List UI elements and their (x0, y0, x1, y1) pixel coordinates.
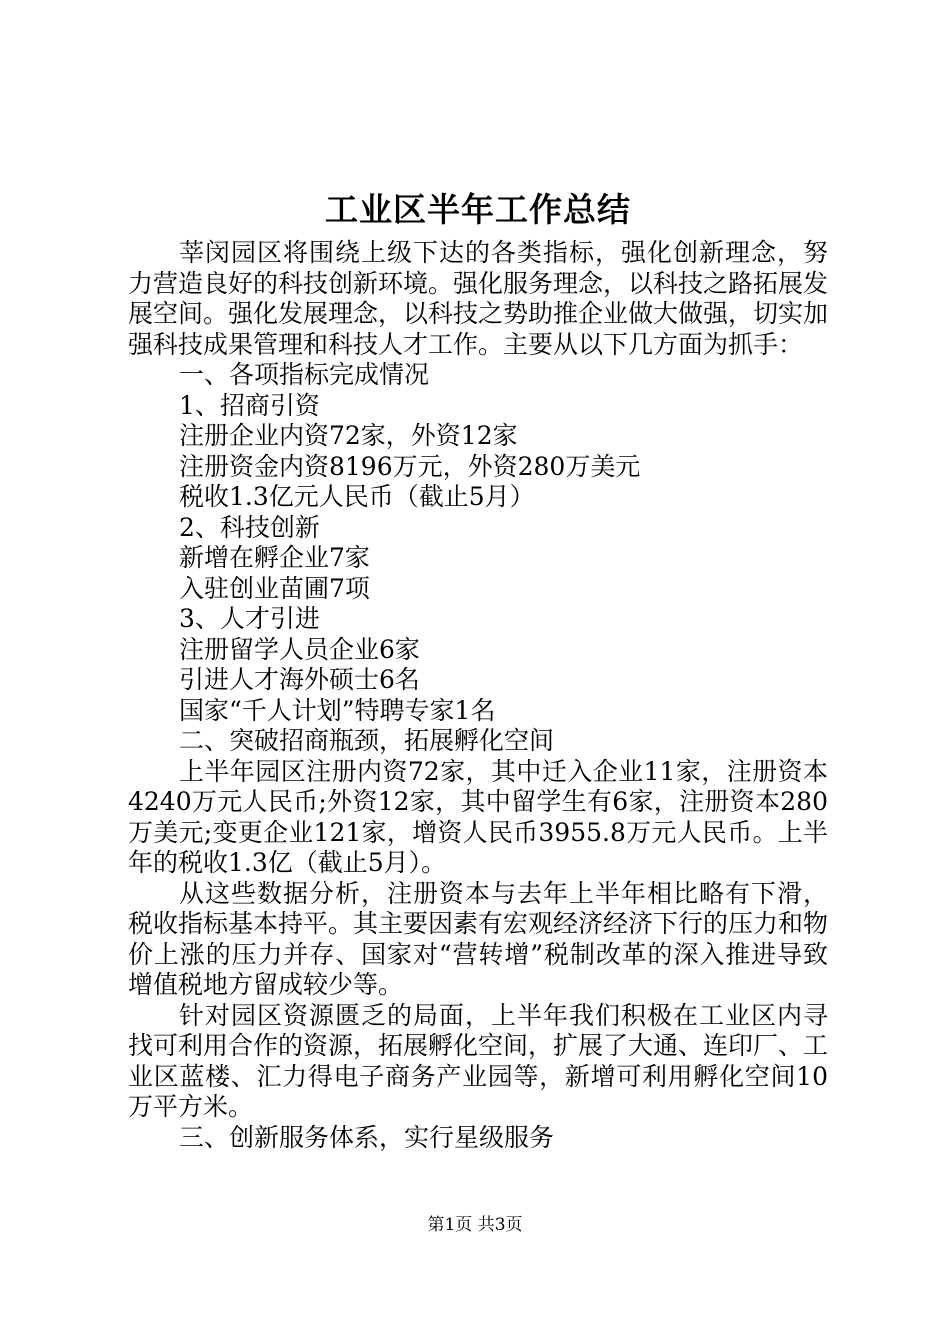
document-body (128, 182, 828, 1153)
body-paragraph: 上半年园区注册内资72家，其中迁入企业11家，注册资本4240万元人民币;外资12家，其中留学生有6家，注册资本280万美元;变更企业121家，增资人民币3955.8万元人民币。上半年的税收1.3亿（截止5月）。 (128, 756, 828, 877)
section-heading-3: 三、创新服务体系，实行星级服务 (179, 1122, 555, 1152)
body-paragraph: 针对园区资源匮乏的局面，上半年我们积极在工业区内寻找可利用合作的资源，拓展孵化空间，扩展了大通、连印厂、工业区蓝楼、汇力得电子商务产业园等，新增可利用孵化空间10万平方米。 (128, 1000, 829, 1121)
page-footer: 第1页 共3页 (427, 1215, 523, 1235)
list-item: 注册留学人员企业6家 (179, 634, 420, 664)
list-item: 入驻创业苗圃7项 (179, 573, 370, 603)
body-paragraph: 从这些数据分析，注册资本与去年上半年相比略有下滑，税收指标基本持平。其主要因素有宏观经济经济下行的压力和物价上涨的压力并存、国家对“营转增”税制改革的深入推进导致增值税地方留成较少等。 (128, 878, 829, 999)
intro-paragraph: 莘闵园区将围绕上级下达的各类指标，强化创新理念，努力营造良好的科技创新环境。强化服务理念，以科技之路拓展发展空间。强化发展理念，以科技之势助推企业做大做强，切实加强科技成果管理和科技人才工作。主要从以下几方面为抓手： (128, 238, 829, 359)
list-item: 新增在孵企业7家 (179, 543, 370, 572)
subsection-heading-investment: 1、招商引资 (179, 390, 320, 420)
list-item: 注册企业内资72家，外资12家 (179, 421, 518, 450)
list-item: 引进人才海外硕士6名 (179, 665, 420, 694)
list-item: 注册资金内资8196万元，外资280万美元 (179, 451, 641, 481)
list-item: 国家“千人计划”特聘专家1名 (179, 695, 496, 725)
list-item: 税收1.3亿元人民币（截止5月） (179, 482, 535, 511)
document-title: 工业区半年工作总结 (325, 190, 631, 229)
section-heading-2: 二、突破招商瓶颈，拓展孵化空间 (179, 726, 555, 755)
subsection-heading-innovation: 2、科技创新 (179, 512, 320, 542)
section-heading-1: 一、各项指标完成情况 (179, 360, 430, 389)
subsection-heading-talent: 3、人才引进 (179, 604, 320, 633)
